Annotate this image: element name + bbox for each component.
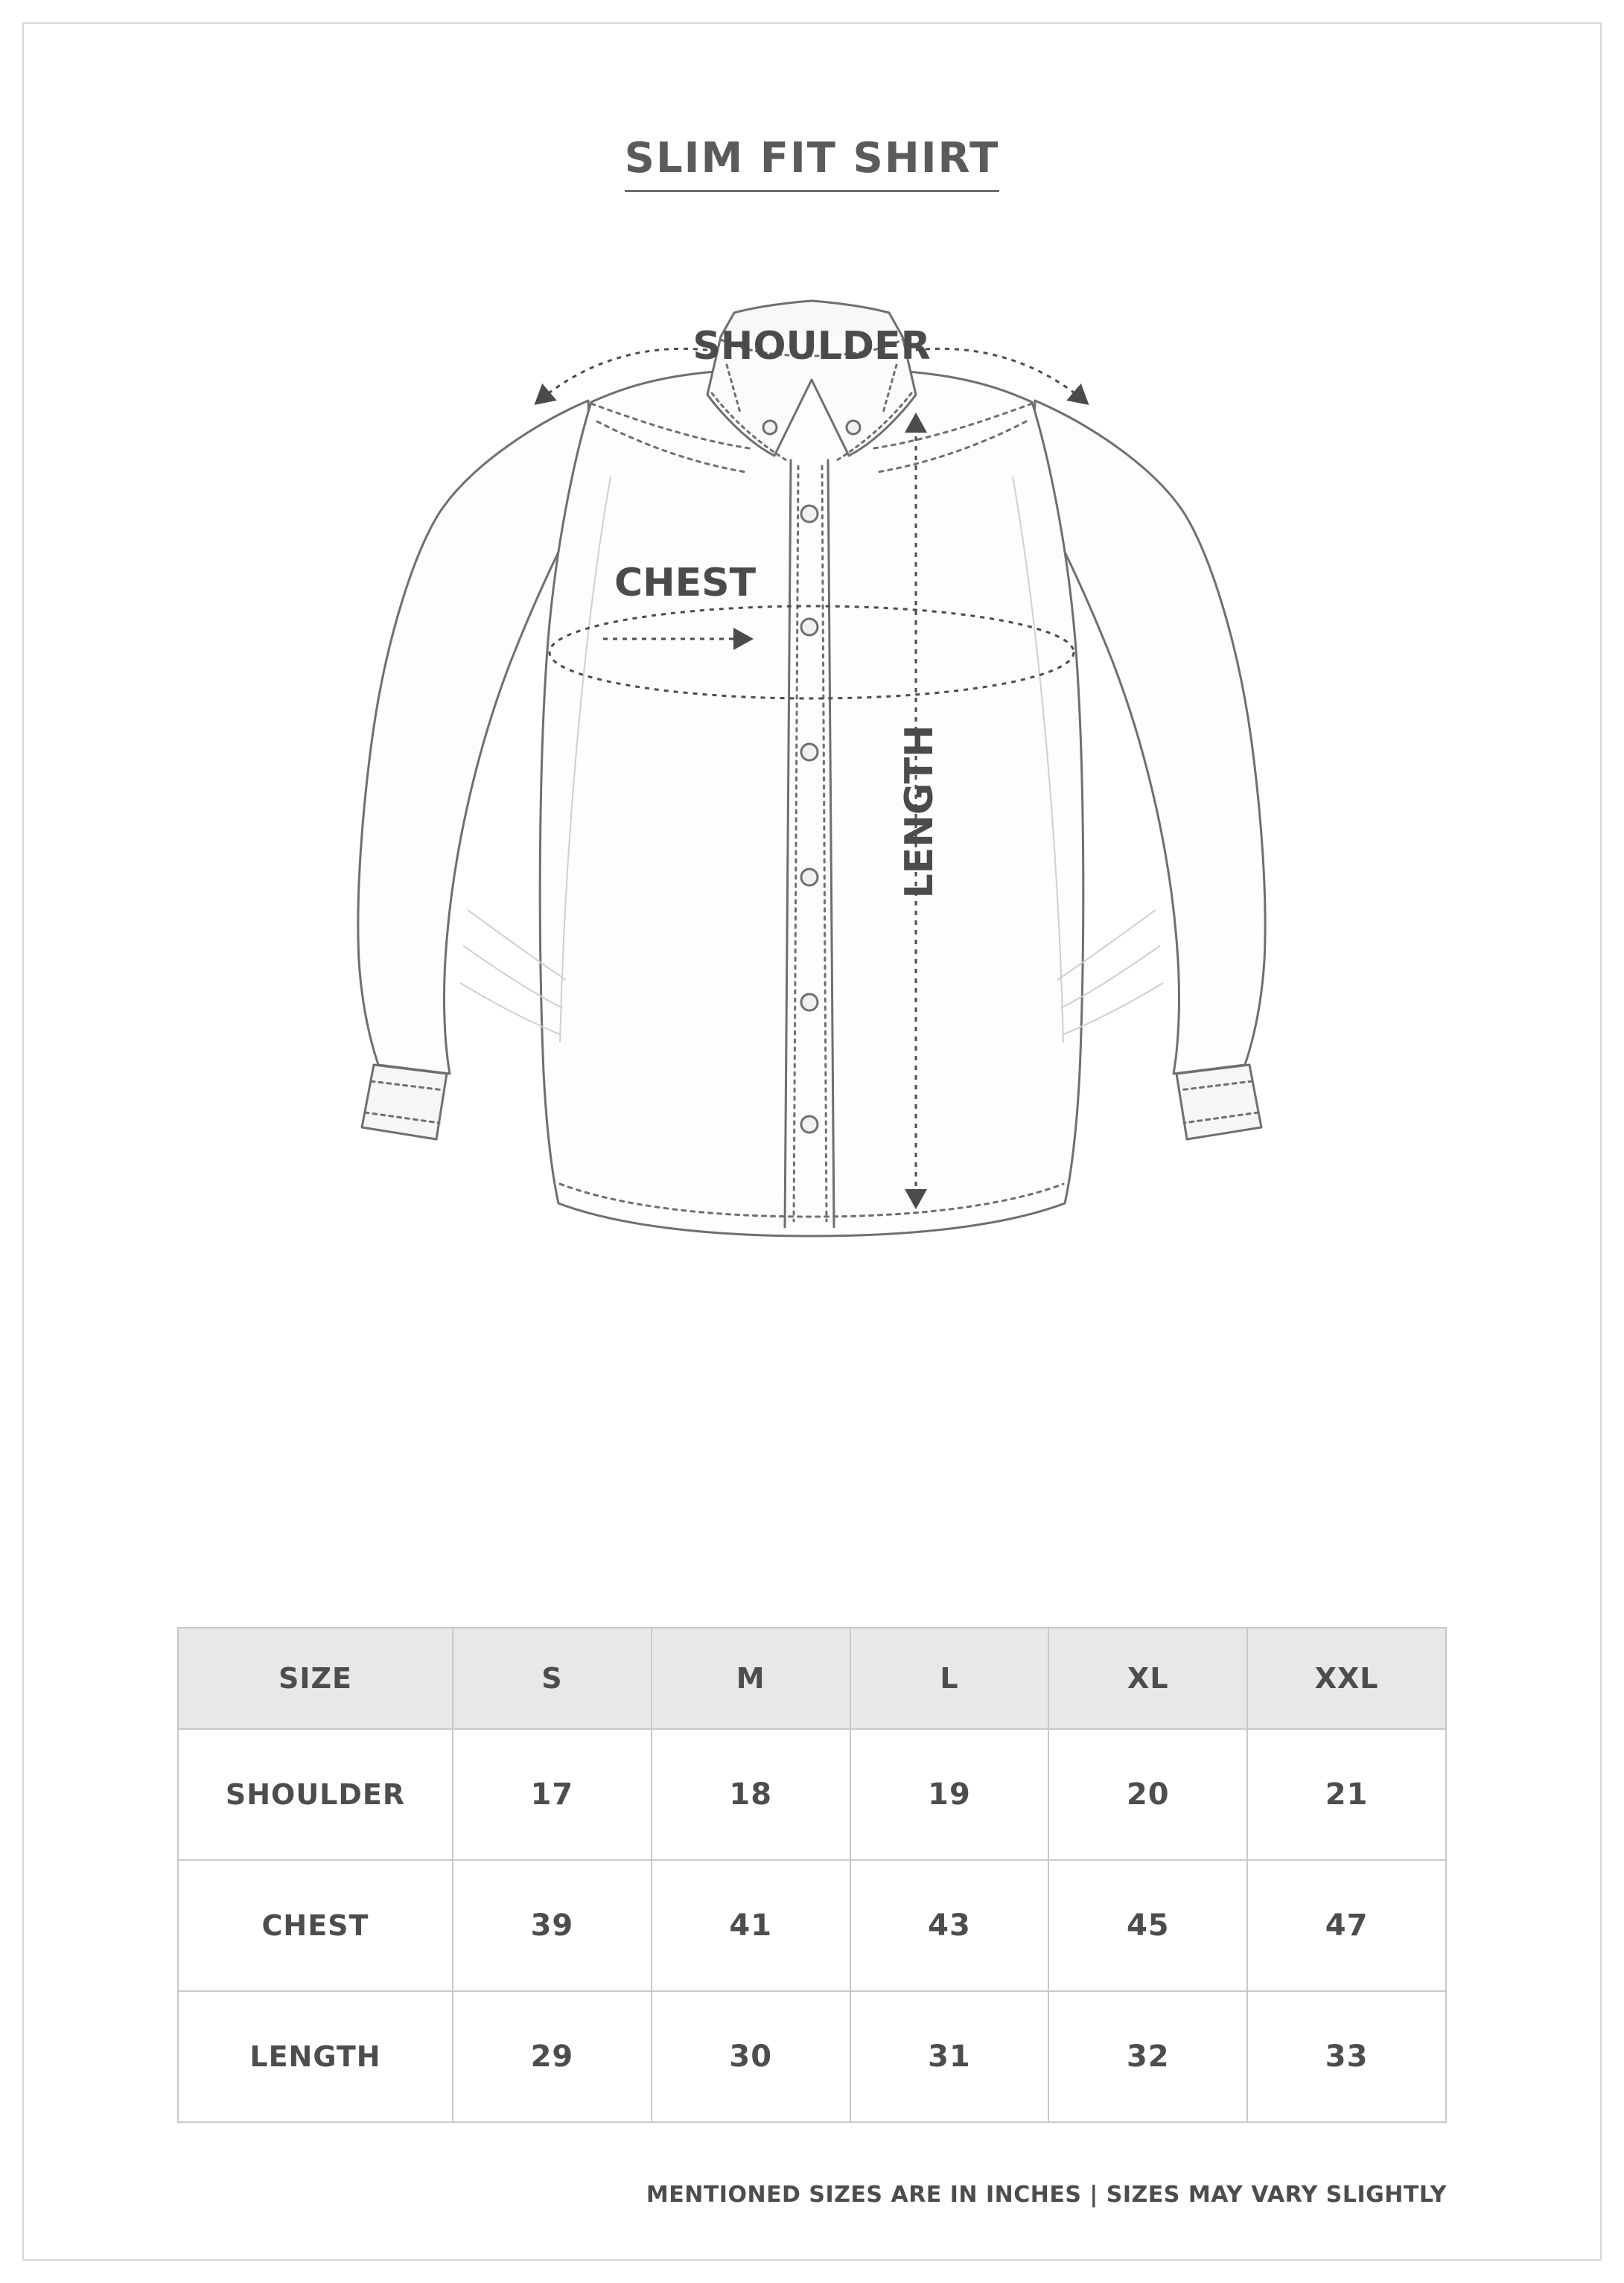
shirt-illustration [290,290,1333,1541]
table-header-xxl: XXL [1247,1628,1446,1729]
cell-length-s: 29 [453,1991,652,2122]
table-header-size: SIZE [178,1628,453,1729]
cell-chest-s: 39 [453,1860,652,1991]
table-row [178,1860,1446,1991]
table-header-m: M [652,1628,850,1729]
table-row [178,1729,1446,1860]
cell-shoulder-m: 18 [652,1729,850,1860]
table-row [178,1991,1446,2122]
footnote: MENTIONED SIZES ARE IN INCHES | SIZES MAY VARY SLIGHTLY [646,2182,1447,2208]
cell-length-xl: 32 [1048,1991,1247,2122]
table-header-row [178,1628,1446,1729]
cell-length-xxl: 33 [1247,1991,1446,2122]
cell-chest-xxl: 47 [1247,1860,1446,1991]
cell-length-l: 31 [850,1991,1049,2122]
cell-chest-m: 41 [652,1860,850,1991]
page-title: SLIM FIT SHIRT [625,134,1000,192]
cell-shoulder-xxl: 21 [1247,1729,1446,1860]
cell-length-m: 30 [652,1991,850,2122]
length-label: LENGTH [897,725,942,899]
table-header-l: L [850,1628,1049,1729]
cell-chest-xl: 45 [1048,1860,1247,1991]
shoulder-label: SHOULDER [692,324,931,369]
cell-chest-l: 43 [850,1860,1049,1991]
row-label-chest: CHEST [178,1860,453,1991]
cell-shoulder-l: 19 [850,1729,1049,1860]
page-title-wrapper [0,134,1624,192]
cell-shoulder-xl: 20 [1048,1729,1247,1860]
row-label-shoulder: SHOULDER [178,1729,453,1860]
table-header-xl: XL [1048,1628,1247,1729]
table-header-s: S [453,1628,652,1729]
cell-shoulder-s: 17 [453,1729,652,1860]
chest-label: CHEST [614,561,757,605]
size-table [177,1627,1447,2123]
row-label-length: LENGTH [178,1991,453,2122]
